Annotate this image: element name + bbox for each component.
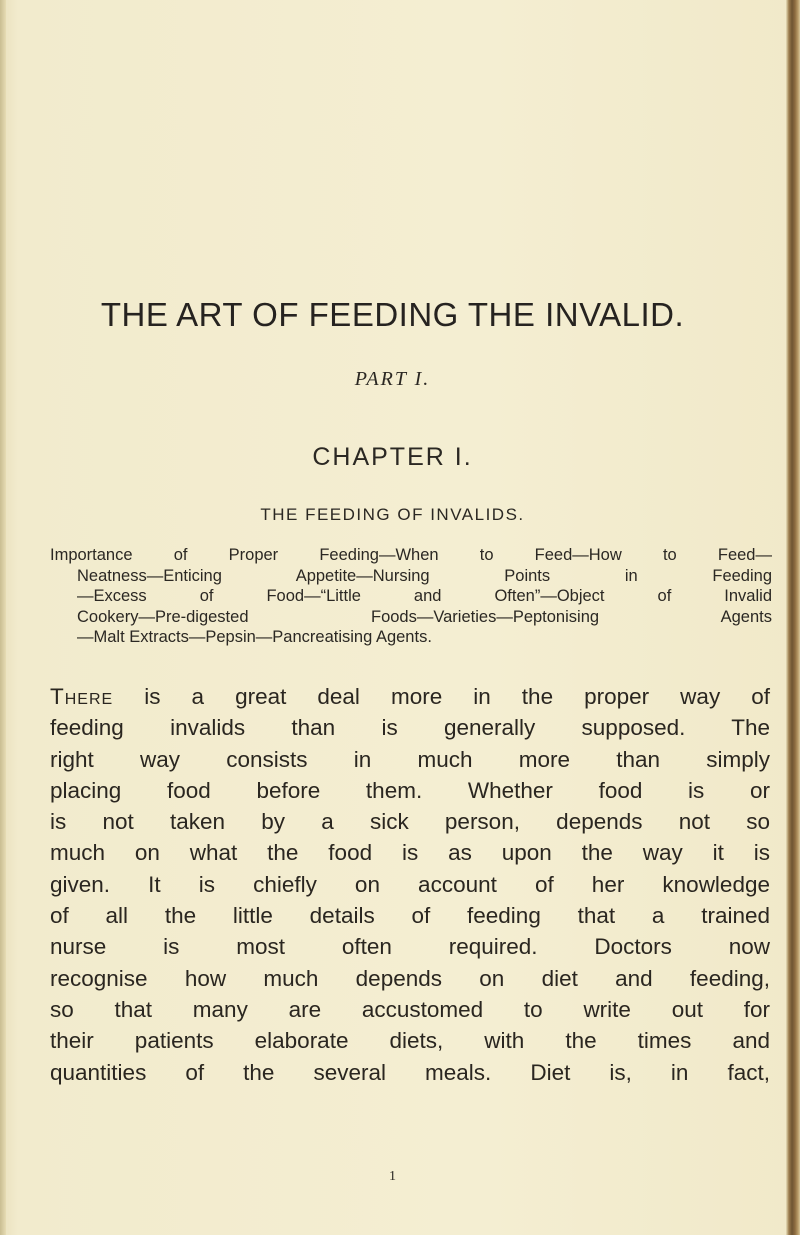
body-line: right way consists in much more than simply <box>50 746 770 772</box>
chapter-title: THE FEEDING OF INVALIDS. <box>260 505 525 524</box>
summary-line: —Malt Extracts—Pepsin—Pancreatising Agents. <box>77 628 432 646</box>
body-line: given. It is chiefly on account of her knowledge <box>50 871 770 897</box>
page-gutter-edge <box>0 0 6 1235</box>
body-line: so that many are accustomed to write out for <box>50 996 770 1022</box>
summary-line: Cookery—Pre-digested Foods—Varieties—Peptonising Agents <box>77 607 772 626</box>
body-line: of all the little details of feeding that a trained <box>50 903 770 929</box>
lead-word: There <box>50 684 114 709</box>
summary-line: —Excess of Food—“Little and Often”—Object of Invalid <box>77 587 772 605</box>
book-title: THE ART OF FEEDING THE INVALID. <box>100 296 685 333</box>
chapter-summary <box>50 545 772 648</box>
body-line: nurse is most often required. Doctors now <box>50 934 770 960</box>
body-line: quantities of the several meals. Diet is, in fact, <box>50 1059 770 1085</box>
body-line: feeding invalids than is generally supposed. The <box>50 715 770 741</box>
first-line-rest: is a great deal more in the proper way of <box>113 684 770 709</box>
page-number: 1 <box>389 1169 396 1184</box>
body-line: recognise how much depends on diet and feeding, <box>50 965 770 991</box>
part-heading: PART I. <box>354 368 431 390</box>
chapter-heading: CHAPTER I. <box>312 443 473 471</box>
summary-line: Importance of Proper Feeding—When to Feed—How to Feed— <box>50 546 772 564</box>
body-line: their patients elaborate diets, with the times and <box>50 1028 770 1054</box>
body-line: placing food before them. Whether food is or <box>50 777 770 803</box>
body-line: much on what the food is as upon the way it is <box>50 840 770 866</box>
page-fore-edge <box>786 0 800 1235</box>
body-paragraph <box>50 681 770 1088</box>
body-line: is not taken by a sick person, depends not so <box>50 809 770 835</box>
body-line-first <box>50 681 770 712</box>
summary-line: Neatness—Enticing Appetite—Nursing Points in Feeding <box>77 566 772 585</box>
